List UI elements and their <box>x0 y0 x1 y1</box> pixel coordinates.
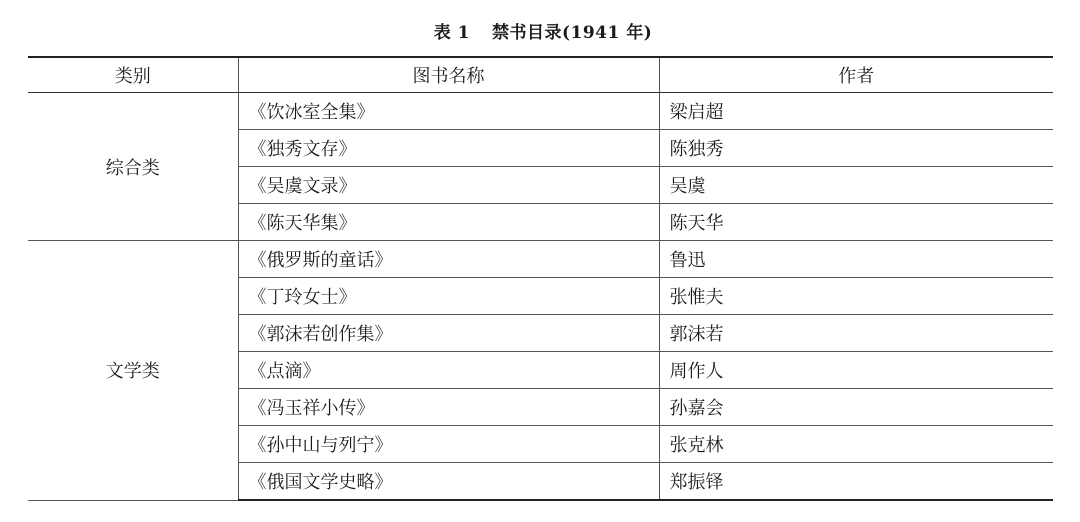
book-title-cell: 《陈天华集》 <box>238 204 659 241</box>
book-title-cell: 《郭沫若创作集》 <box>238 315 659 352</box>
table-title: 禁书目录(1941 年) <box>491 23 653 43</box>
table-number: 表 1 <box>433 23 470 43</box>
author-cell: 陈独秀 <box>659 130 1053 167</box>
book-title-cell: 《饮冰室全集》 <box>238 93 659 130</box>
author-cell: 郑振铎 <box>659 463 1053 501</box>
author-cell: 郭沫若 <box>659 315 1053 352</box>
author-cell: 陈天华 <box>659 204 1053 241</box>
author-cell: 张克林 <box>659 426 1053 463</box>
book-title-cell: 《吴虞文录》 <box>238 167 659 204</box>
banned-books-table <box>28 56 1053 501</box>
header-author: 作者 <box>659 57 1053 93</box>
author-cell: 孙嘉会 <box>659 389 1053 426</box>
header-category: 类别 <box>28 57 238 93</box>
table-row <box>28 241 1053 278</box>
book-title-cell: 《孙中山与列宁》 <box>238 426 659 463</box>
table-row <box>28 93 1053 130</box>
author-cell: 鲁迅 <box>659 241 1053 278</box>
book-title-cell: 《丁玲女士》 <box>238 278 659 315</box>
book-title-cell: 《俄国文学史略》 <box>238 463 659 501</box>
table-caption <box>0 18 1080 43</box>
header-row <box>28 57 1053 93</box>
category-cell: 综合类 <box>28 93 238 241</box>
book-title-cell: 《点滴》 <box>238 352 659 389</box>
header-title: 图书名称 <box>238 57 659 93</box>
author-cell: 周作人 <box>659 352 1053 389</box>
author-cell: 张惟夫 <box>659 278 1053 315</box>
book-title-cell: 《独秀文存》 <box>238 130 659 167</box>
book-title-cell: 《冯玉祥小传》 <box>238 389 659 426</box>
author-cell: 吴虞 <box>659 167 1053 204</box>
book-title-cell: 《俄罗斯的童话》 <box>238 241 659 278</box>
author-cell: 梁启超 <box>659 93 1053 130</box>
category-cell: 文学类 <box>28 241 238 501</box>
